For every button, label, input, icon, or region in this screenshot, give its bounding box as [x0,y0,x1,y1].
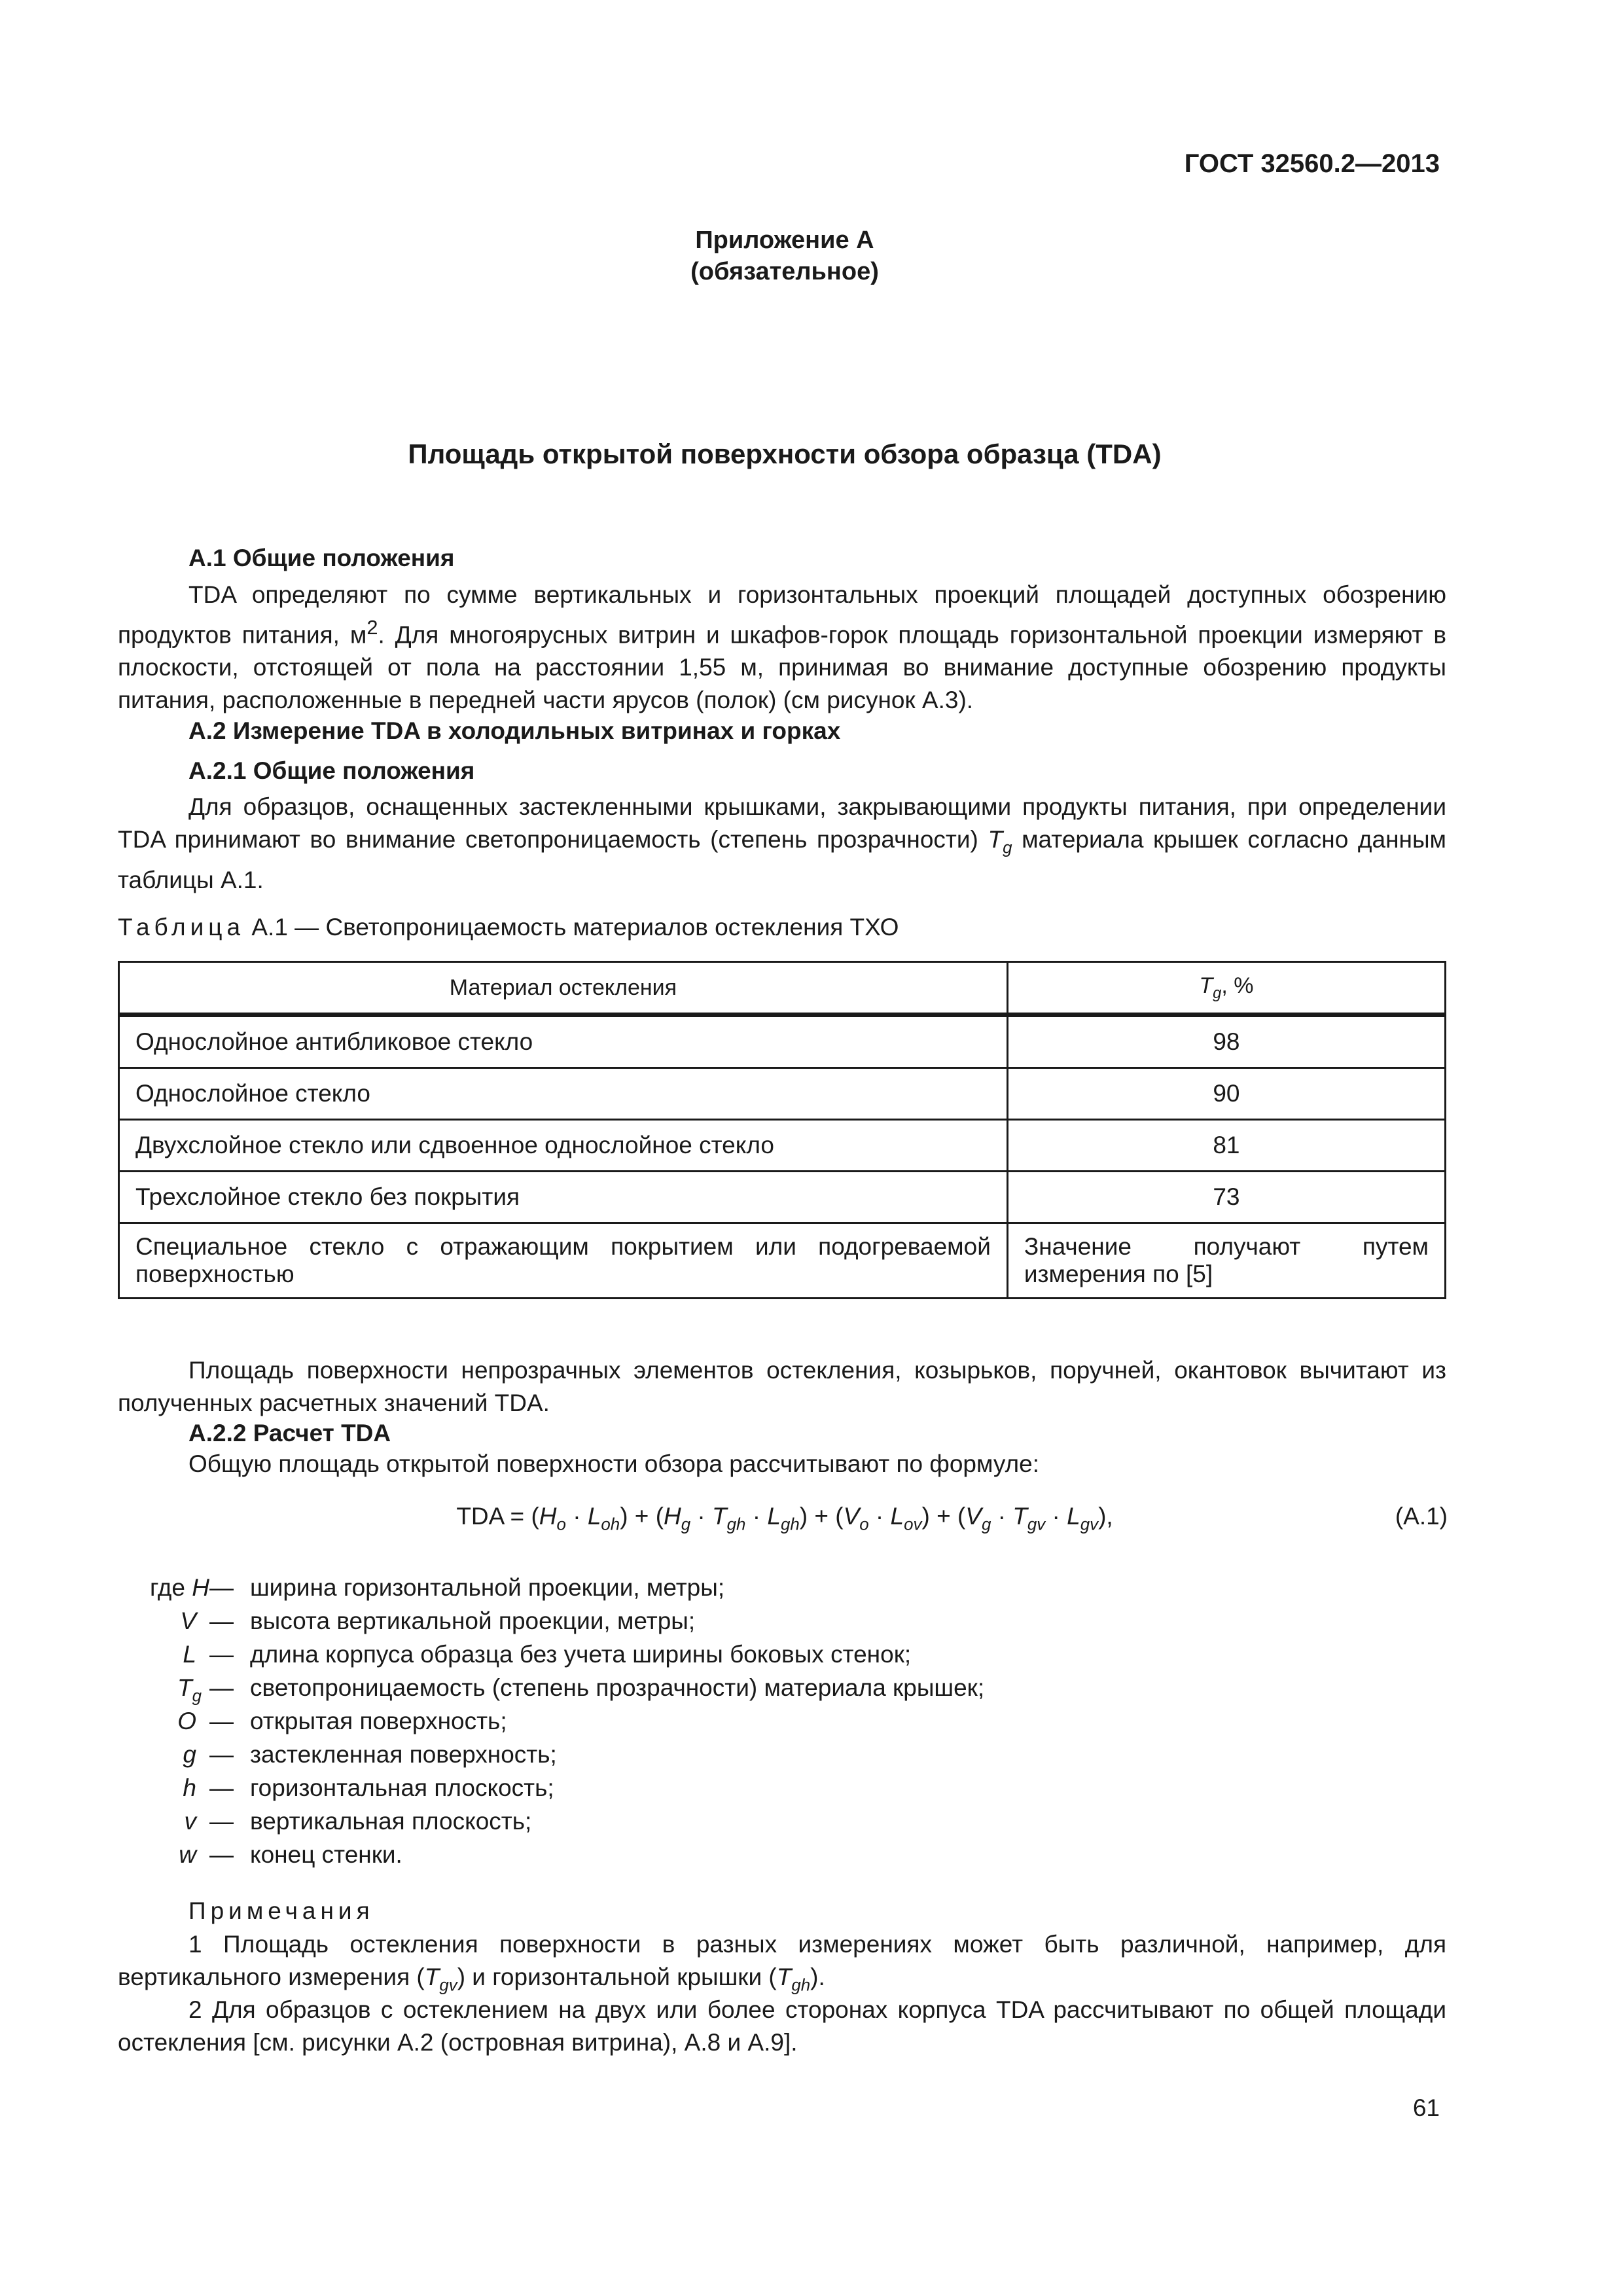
section-heading-a2: А.2 Измерение TDA в холодильных витринах и горках [188,717,841,744]
glazing-table [118,961,1446,1299]
cell-value: 90 [1007,1068,1445,1120]
note-1: 1 Площадь остекления поверхности в разных измерениях может быть различной, например, для вертикального измерения $(T_{gv})$ и горизонтальной крышки $(T_{gh})$. [118,1931,1446,1995]
table-row [119,1068,1446,1120]
header-material: Материал остекления [119,962,1008,1015]
formula: TDA = $(H_o \cdot L_{oh}) + (H_g \cdot T_{gh} \cdot L_{gh}) + (V_o \cdot L_{ov}) + (V_g \cdot T_{gv} \cdot L_{gv})$, [456,1503,1113,1534]
cell-value: 98 [1007,1015,1445,1068]
note-2: 2 Для образцов с остеклением на двух или более сторонах корпуса TDA рассчитывают по общей площади остекления [см. рисунки А.2 (островная витрина), А.8 и А.9]. [118,1996,1446,2056]
appendix-label: Приложение А [695,226,874,254]
section-heading-a21: А.2.1 Общие положения [188,757,475,784]
cell-material: Двухслойное стекло или сдвоенное однослойное стекло [119,1120,1008,1172]
section-heading-a1: А.1 Общие положения [188,545,455,571]
cell-material: Однослойное стекло [119,1068,1008,1120]
header-tg: $T_g$, % [1007,962,1445,1015]
table-header-row [119,962,1446,1015]
appendix-status: (обязательное) [690,258,879,285]
table-row [119,1120,1446,1172]
after-table-text: Площадь поверхности непрозрачных элементов остекления, козырьков, поручней, окантовок вычитают из полученных расчетных значений TDA. [118,1357,1446,1416]
notes-heading: Примечания [188,1897,374,1924]
cell-material: Однослойное антибликовое стекло [119,1015,1008,1068]
table-row [119,1015,1446,1068]
cell-material: Специальное стекло с отражающим покрытием или подогреваемой поверхностью [119,1223,1008,1299]
cell-value: 73 [1007,1172,1445,1223]
page-number: 61 [1412,2094,1440,2121]
cell-material: Трехслойное стекло без покрытия [119,1172,1008,1223]
section-a1-text: TDA определяют по сумме вертикальных и горизонтальных проекций площадей доступных обозрению продуктов питания, $м^2$. Для многоярусных витрин и шкафов-горок площадь горизонтальной проекции измеряют в плоскости, отстоящей от пола на расстоянии 1,55 м, принимая во внимание доступные обозрению продукты питания, расположенные в передней части ярусов (полок) (см рисунок А.3). [118,581,1447,714]
equation-number: (А.1) [1395,1503,1448,1530]
cell-value: 81 [1007,1120,1445,1172]
table-caption: Таблица А.1 — Светопроницаемость материалов остекления ТХО [118,914,899,941]
standard-code: ГОСТ 32560.2—2013 [1184,149,1440,178]
section-a22-intro: Общую площадь открытой поверхности обзора рассчитывают по формуле: [188,1450,1039,1477]
cell-value: Значение получают путем измерения по [5] [1007,1223,1445,1299]
table-row [119,1172,1446,1223]
table-row [119,1223,1446,1299]
section-heading-a22: А.2.2 Расчет TDA [188,1420,391,1446]
section-a21-text: Для образцов, оснащенных застекленными крышками, закрывающими продукты питания, при определении TDA принимают во внимание светопроницаемость (степень прозрачности) $T_g$ материала крышек согласно данным таблицы А.1. [118,793,1446,894]
document-page: ГОСТ 32560.2—2013 Приложение А (обязательное) Площадь открытой поверхности обзора образца (TDA) А.1 Общие положения TDA определяют по сумме вертикальных и горизонтальных проекций площадей доступных обозрению продуктов питания, $м^2$. Для многоярусных витрин и шкафов-горок площадь горизонтальной проекции измеряют в плоскости, отстоящей от пола на расстоянии 1,55 м, принимая во внимание доступные обозрению продукты питания, расположенные в передней части ярусов (полок) (см рисунок А.3). А.2 Измерение TDA в холодильных витринах и горках А.2.1 Общие положения Для образцов, оснащенных застекленными крышками, закрывающими продукты питания, при определении TDA принимают во внимание светопроницаемость (степень прозрачности) $T_g$ материала крышек согласно данным таблицы А.1. Таблица А.1 — Светопроницаемость материалов остекления ТХО Материал остекления $T_g$, % Однослойное антибликовое стекло 98 Однослойное стекло 90 Двухслойное стекло или сдвоенное однослойное стекло 81 Трехслойное стекло без покрытия 73 Специальное стекло с отражающим покрытием или подогреваемой поверхностью Значение получают путем измерения по [5] Площадь поверхности непрозрачных элементов остекления, козырьков, поручней, окантовок вычитают из полученных расчетных значений TDA. А.2.2 Расчет TDA Общую площадь открытой поверхности обзора рассчитывают по формуле: TDA = $(H_o \cdot L_{oh}) + (H_g \cdot T_{gh} \cdot L_{gh}) + (V_o \cdot L_{ov}) + (V_g \cdot T_{gv} \cdot L_{gv})$, (А.1) где H — ширина горизонтальной проекции, метры; V — высота вертикальной проекции, метры; L — длина корпуса образца без учета ширины боковых стенок; $T_g$ — светопроницаемость (степень прозрачности) материала крышек; O — открытая поверхность; g — застекленная поверхность; h — горизонтальная плоскость; v — вертикальная плоскость; w — конец стенки. Примечания 1 Площадь остекления поверхности в разных измерениях может быть различной, например, для вертикального измерения $(T_{gv})$ и горизонтальной крышки $(T_{gh})$. 2 Для образцов с остеклением на двух или более сторонах корпуса TDA рассчитывают по общей площади остекления [см. рисунки А.2 (островная витрина), А.8 и А.9]. 61 [0,0,1623,2296]
page-title: Площадь открытой поверхности обзора образца (TDA) [408,439,1162,469]
